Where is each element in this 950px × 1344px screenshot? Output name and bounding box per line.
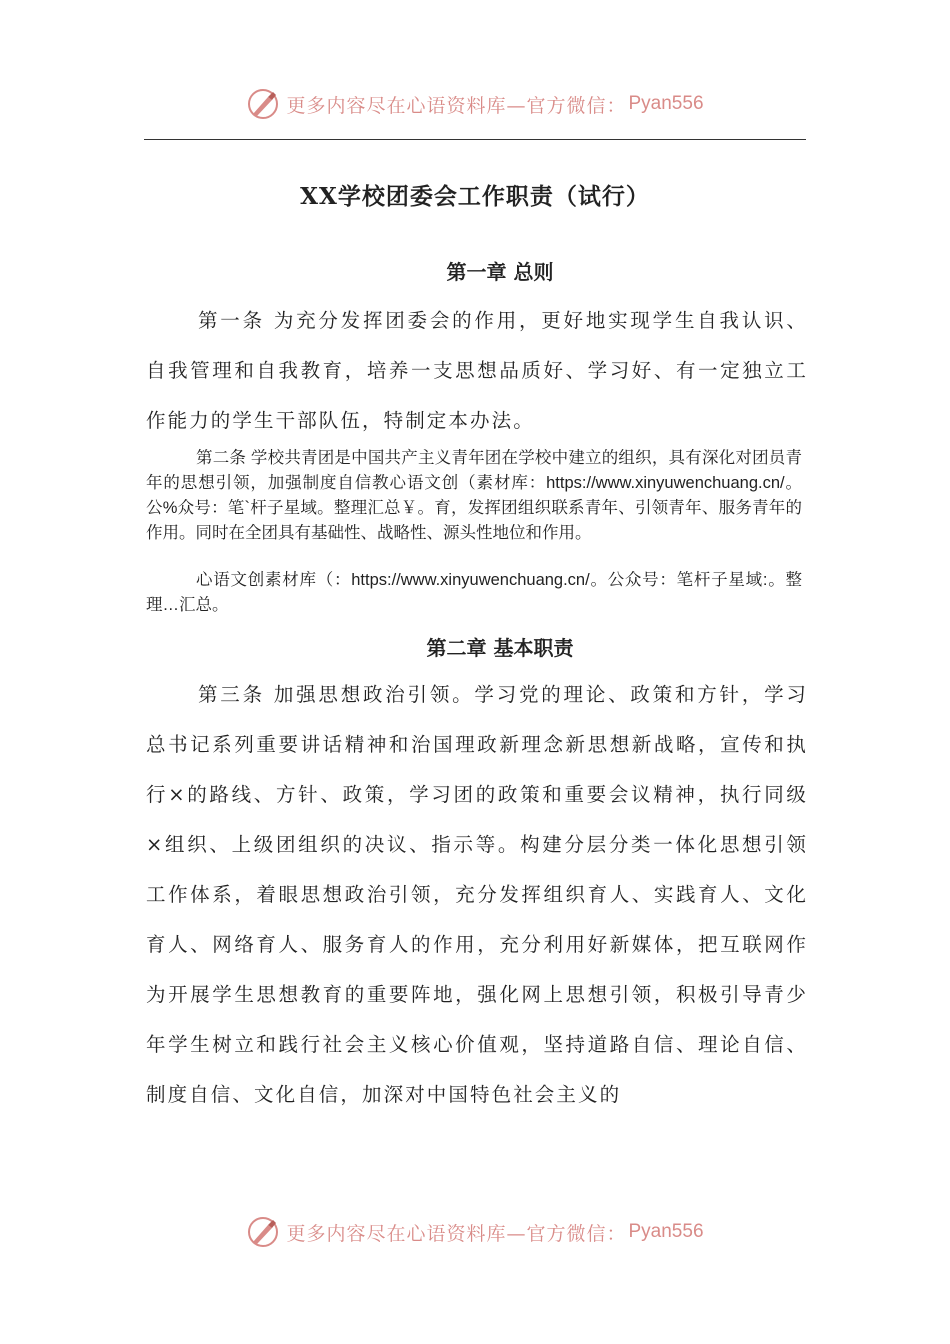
source-note: 心语文创素材库（：https://www.xinyuwenchuang.cn/。公众号：笔杆子星域:。整理…汇总。 <box>146 571 802 614</box>
pen-logo-icon <box>246 1215 280 1249</box>
chapter-2-heading: 第二章 基本职责 <box>426 636 574 660</box>
header-rule <box>144 139 806 140</box>
footer-wechat-id: Pyan556 <box>628 1221 704 1242</box>
article-3: 第三条 加强思想政治引领。学习党的理论、政策和方针，学习总书记系列重要讲话精神和治国理政新理念新思想新战略，宣传和执行×的路线、方针、政策，学习团的政策和重要会议精神，执行同级×组织、上级团组织的决议、指示等。构建分层分类一体化思想引领工作体系，着眼思想政治引领，充分发挥组织育人、实践育人、文化育人、网络育人、服务育人的作用，充分利用好新媒体，把互联网作为开展学生思想教育的重要阵地，强化网上思想引领，积极引导青少年学生树立和践行社会主义核心价值观，坚持道路自信、理论自信、制度自信、文化自信，加深对中国特色社会主义的 <box>146 683 808 1106</box>
page-header <box>0 84 950 124</box>
footer-brand-text: 更多内容尽在心语资料库—官方微信： <box>286 1222 627 1245</box>
header-wechat-id: Pyan556 <box>628 93 704 114</box>
page-footer <box>0 1212 950 1252</box>
header-brand-text: 更多内容尽在心语资料库—官方微信： <box>286 94 627 117</box>
article-2: 第二条 学校共青团是中国共产主义青年团在学校中建立的组织，具有深化对团员青年的思想引领，加强制度自信教心语文创（素材库：https://www.xinyuwenchuang.cn/。公%众号：笔`杆子星域。整理汇总￥。育，发挥团组织联系青年、引领青年、服务青年的作用。同时在全团具有基础性、战略性、源头性地位和作用。 <box>146 449 802 542</box>
document-title: XX学校团委会工作职责（试行） <box>300 183 650 210</box>
pen-logo-icon <box>246 87 280 121</box>
article-1: 第一条 为充分发挥团委会的作用，更好地实现学生自我认识、自我管理和自我教育，培养一支思想品质好、学习好、有一定独立工作能力的学生干部队伍，特制定本办法。 <box>146 309 808 432</box>
chapter-1-heading: 第一章 总则 <box>446 260 554 284</box>
